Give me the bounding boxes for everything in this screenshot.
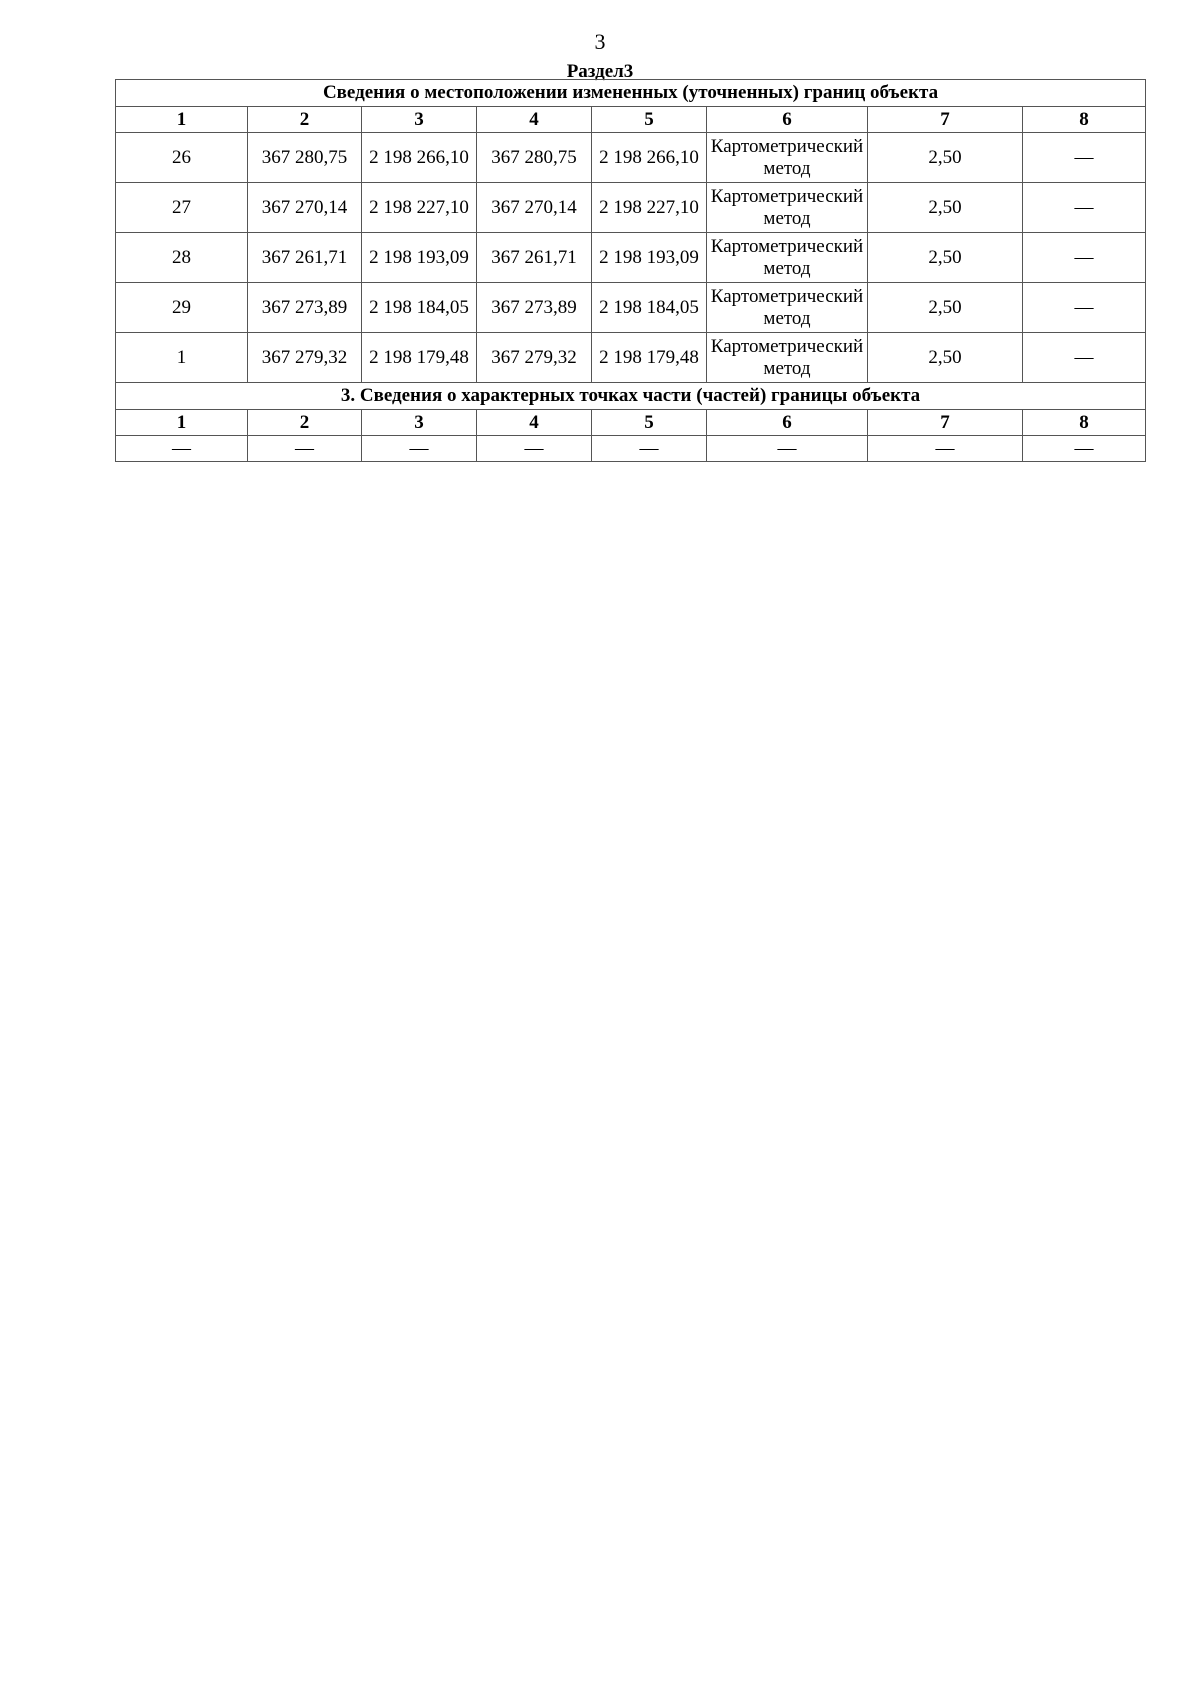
table2-header-cell: 3 <box>362 410 477 436</box>
table-row <box>116 333 1146 383</box>
coord-x-cell: 367 279,32 <box>477 333 592 383</box>
table1-caption-row <box>116 80 1146 107</box>
method-cell: Картометрический метод <box>707 333 868 383</box>
table2-caption-row <box>116 383 1146 410</box>
accuracy-cell: 2,50 <box>868 283 1023 333</box>
table1-header-cell: 6 <box>707 107 868 133</box>
coord-x-cell: 367 261,71 <box>477 233 592 283</box>
point-number-cell: 27 <box>116 183 248 233</box>
description-cell: — <box>1023 333 1146 383</box>
coord-y-cell: 2 198 193,09 <box>592 233 707 283</box>
method-cell: Картометрический метод <box>707 183 868 233</box>
coord-x-cell: 367 270,14 <box>477 183 592 233</box>
accuracy-cell: 2,50 <box>868 333 1023 383</box>
description-cell: — <box>1023 133 1146 183</box>
table2-cell: — <box>477 436 592 462</box>
point-number-cell: 29 <box>116 283 248 333</box>
method-cell: Картометрический метод <box>707 233 868 283</box>
table1-header-cell: 7 <box>868 107 1023 133</box>
coord-y-cell: 2 198 227,10 <box>592 183 707 233</box>
table2-cell: — <box>248 436 362 462</box>
table1-header-cell: 3 <box>362 107 477 133</box>
table2-caption: 3. Сведения о характерных точках части (частей) границы объекта <box>116 383 1146 410</box>
table1-header-cell: 8 <box>1023 107 1146 133</box>
point-number-cell: 1 <box>116 333 248 383</box>
coord-y-cell: 2 198 179,48 <box>362 333 477 383</box>
table-row <box>116 436 1146 462</box>
accuracy-cell: 2,50 <box>868 183 1023 233</box>
point-number-cell: 28 <box>116 233 248 283</box>
table2-cell: — <box>1023 436 1146 462</box>
table-row <box>116 283 1146 333</box>
method-cell: Картометрический метод <box>707 133 868 183</box>
table2-header-cell: 1 <box>116 410 248 436</box>
description-cell: — <box>1023 183 1146 233</box>
table2-header-cell: 8 <box>1023 410 1146 436</box>
coord-y-cell: 2 198 266,10 <box>362 133 477 183</box>
table1-header-cell: 5 <box>592 107 707 133</box>
table2-cell: — <box>362 436 477 462</box>
coord-x-cell: 367 279,32 <box>248 333 362 383</box>
table2-header-cell: 5 <box>592 410 707 436</box>
coord-x-cell: 367 270,14 <box>248 183 362 233</box>
page-number: 3 <box>594 29 606 54</box>
coord-x-cell: 367 280,75 <box>477 133 592 183</box>
accuracy-cell: 2,50 <box>868 133 1023 183</box>
description-cell: — <box>1023 233 1146 283</box>
table2-header-cell: 6 <box>707 410 868 436</box>
accuracy-cell: 2,50 <box>868 233 1023 283</box>
table2-cell: — <box>116 436 248 462</box>
table-row <box>116 183 1146 233</box>
table-row <box>116 133 1146 183</box>
coord-x-cell: 367 280,75 <box>248 133 362 183</box>
table1-header-cell: 1 <box>116 107 248 133</box>
boundary-table <box>115 79 1146 462</box>
table2-header-cell: 4 <box>477 410 592 436</box>
table2-header-cell: 2 <box>248 410 362 436</box>
coord-x-cell: 367 261,71 <box>248 233 362 283</box>
coord-x-cell: 367 273,89 <box>477 283 592 333</box>
table1-header-cell: 2 <box>248 107 362 133</box>
table1-header-row <box>116 107 1146 133</box>
point-number-cell: 26 <box>116 133 248 183</box>
coord-y-cell: 2 198 179,48 <box>592 333 707 383</box>
section-title: Раздел3 <box>566 61 634 82</box>
coord-y-cell: 2 198 193,09 <box>362 233 477 283</box>
table2-header-row <box>116 410 1146 436</box>
coord-y-cell: 2 198 184,05 <box>362 283 477 333</box>
coord-y-cell: 2 198 227,10 <box>362 183 477 233</box>
coord-y-cell: 2 198 184,05 <box>592 283 707 333</box>
table1-header-cell: 4 <box>477 107 592 133</box>
table2-cell: — <box>592 436 707 462</box>
table2-header-cell: 7 <box>868 410 1023 436</box>
method-cell: Картометрический метод <box>707 283 868 333</box>
table1-caption: Сведения о местоположении измененных (уточненных) границ объекта <box>116 80 1146 107</box>
coord-x-cell: 367 273,89 <box>248 283 362 333</box>
table-row <box>116 233 1146 283</box>
coord-y-cell: 2 198 266,10 <box>592 133 707 183</box>
description-cell: — <box>1023 283 1146 333</box>
table2-cell: — <box>707 436 868 462</box>
table2-cell: — <box>868 436 1023 462</box>
